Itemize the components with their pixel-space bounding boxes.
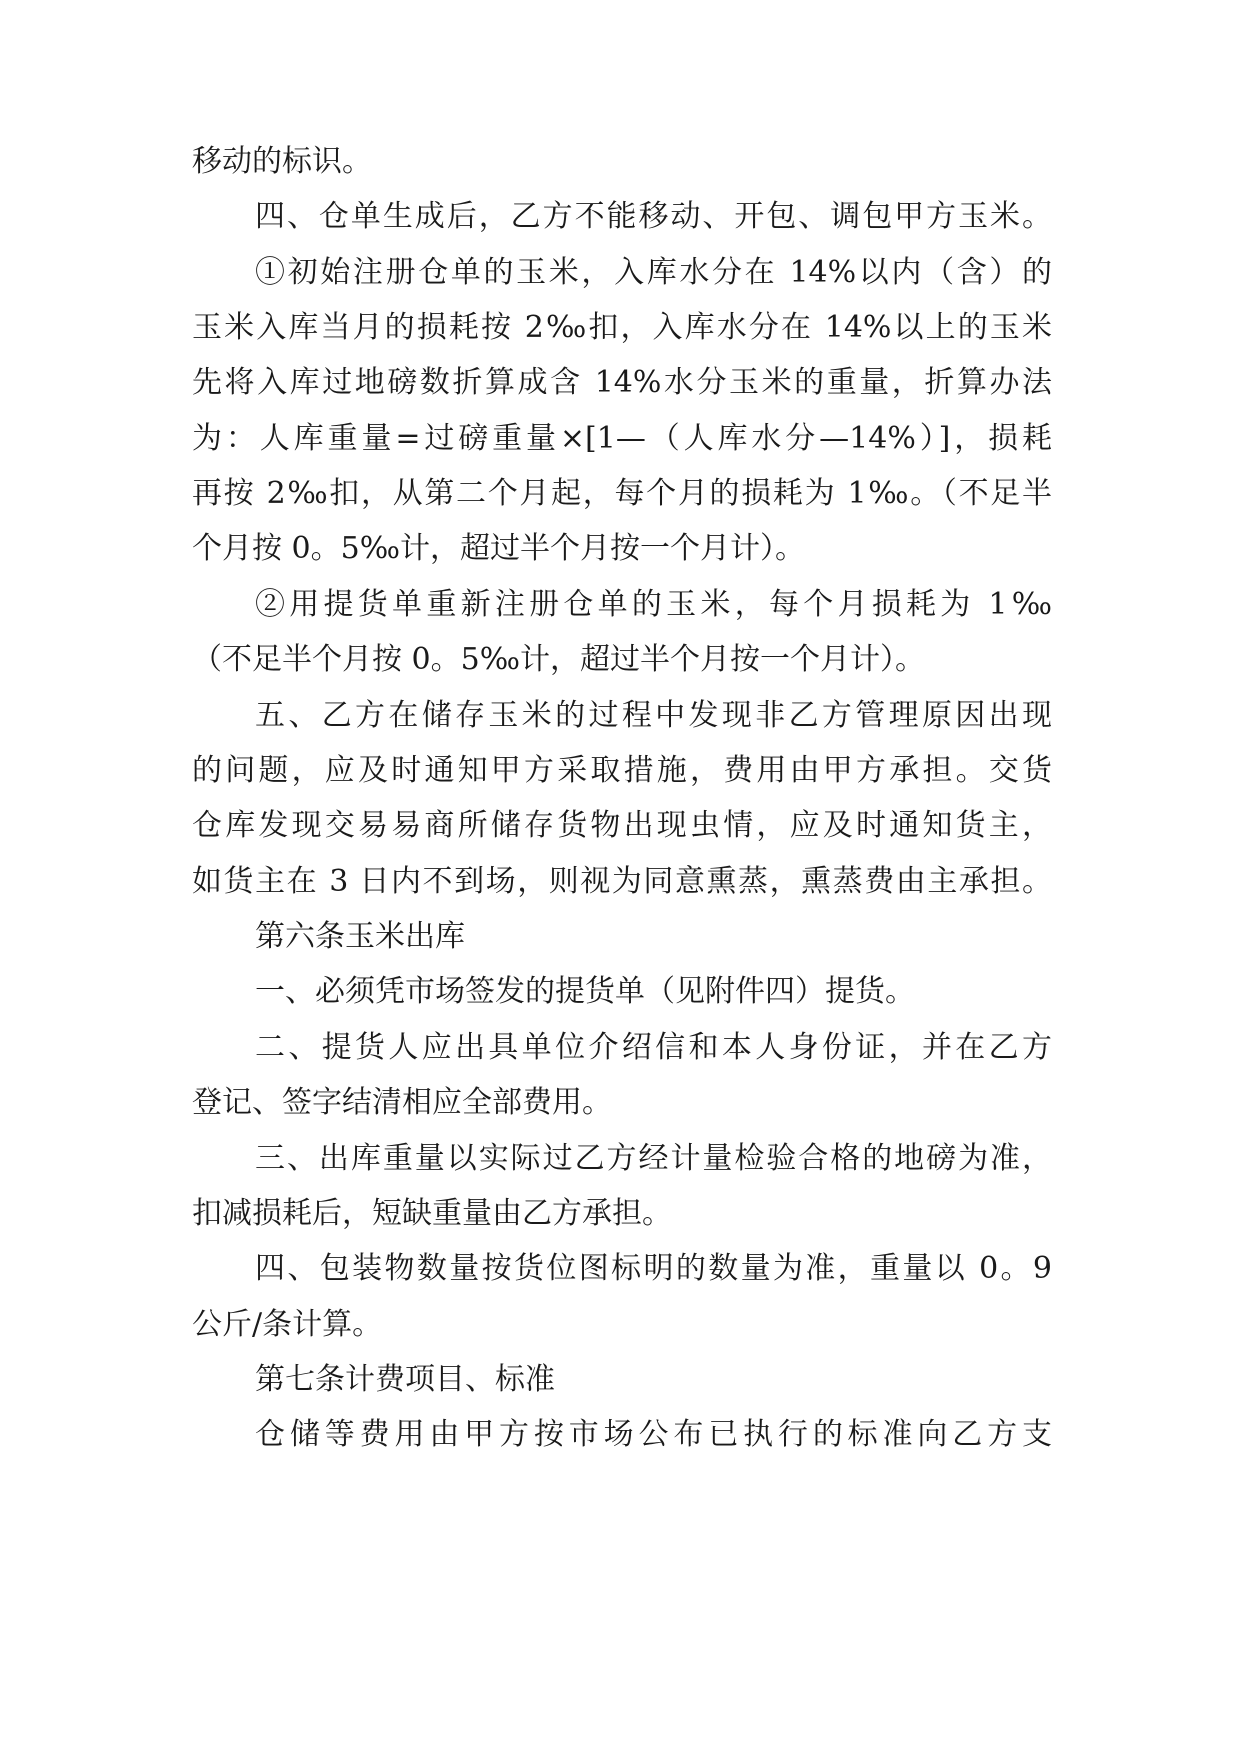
text-line: 一、必须凭市场签发的提货单（见附件四）提货。 (255, 974, 915, 1009)
text-line: 为：人库重量=过磅重量×[1—（人库水分—14%）]，损耗 (192, 421, 1052, 456)
text-line: 四、仓单生成后，乙方不能移动、开包、调包甲方玉米。 (255, 199, 1052, 234)
text-line: 三、出库重量以实际过乙方经计量检验合格的地磅为准， (255, 1141, 1052, 1176)
text-line: 个月按 0。5‰计，超过半个月按一个月计）。 (192, 531, 805, 566)
text-line: 仓储等费用由甲方按市场公布已执行的标准向乙方支 (255, 1417, 1052, 1452)
text-line: ①初始注册仓单的玉米，入库水分在 14%以内（含）的 (255, 255, 1052, 290)
text-line: 先将入库过地磅数折算成含 14%水分玉米的重量，折算办法 (192, 365, 1052, 400)
section-heading: 第六条玉米出库 (255, 919, 465, 954)
text-line: 扣减损耗后，短缺重量由乙方承担。 (192, 1196, 672, 1231)
text-line: 公斤/条计算。 (192, 1307, 383, 1342)
text-line: 玉米入库当月的损耗按 2‰扣，入库水分在 14%以上的玉米 (192, 310, 1052, 345)
text-line: 再按 2‰扣，从第二个月起，每个月的损耗为 1‰。（不足半 (192, 476, 1052, 511)
section-heading: 第七条计费项目、标准 (255, 1362, 555, 1397)
text-line: （不足半个月按 0。5‰计，超过半个月按一个月计）。 (192, 642, 925, 677)
text-line: ②用提货单重新注册仓单的玉米，每个月损耗为 1‰ (255, 587, 1052, 622)
text-line: 五、乙方在储存玉米的过程中发现非乙方管理原因出现 (255, 698, 1052, 733)
text-line: 登记、签字结清相应全部费用。 (192, 1085, 612, 1120)
text-line: 的问题，应及时通知甲方采取措施，费用由甲方承担。交货 (192, 753, 1052, 788)
text-line: 四、包装物数量按货位图标明的数量为准，重量以 0。9 (255, 1251, 1052, 1286)
text-line: 二、提货人应出具单位介绍信和本人身份证，并在乙方 (255, 1030, 1052, 1065)
text-line: 如货主在 3 日内不到场，则视为同意熏蒸，熏蒸费由主承担。 (192, 864, 1052, 899)
text-line: 仓库发现交易易商所储存货物出现虫情，应及时通知货主， (192, 808, 1052, 843)
text-line: 移动的标识。 (192, 144, 372, 179)
